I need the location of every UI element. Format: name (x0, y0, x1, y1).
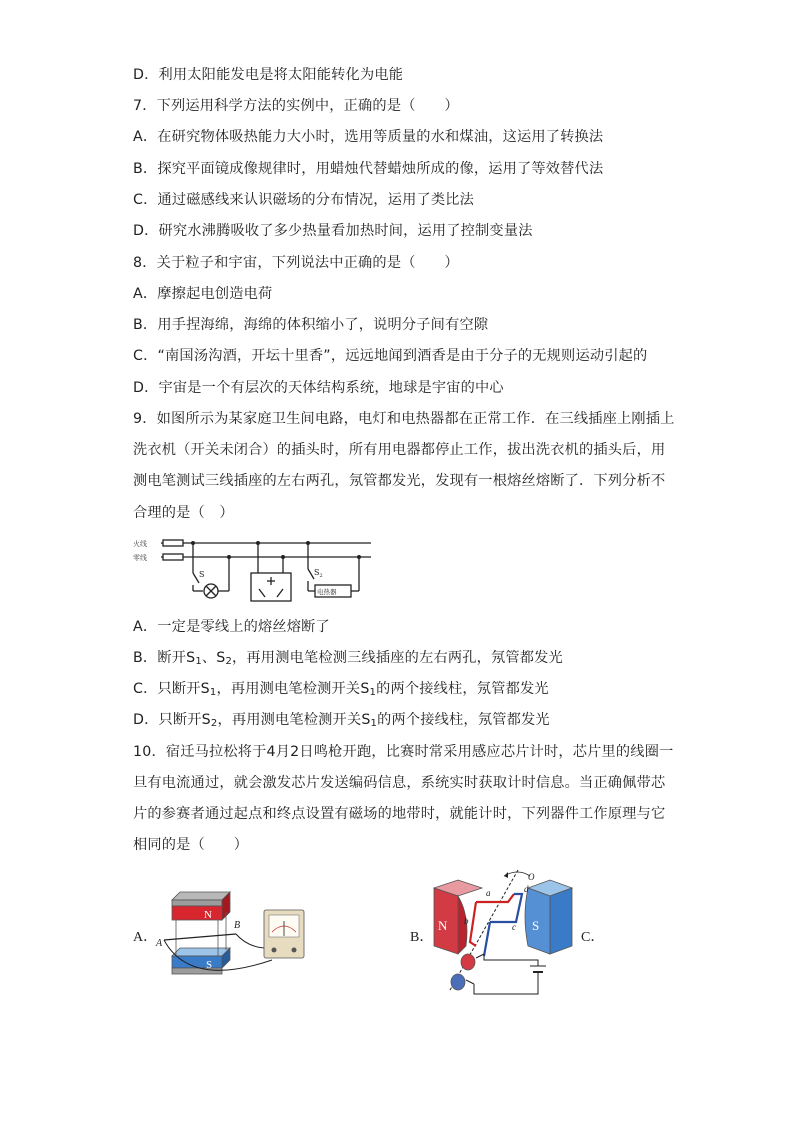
q10-stem-line1: 10．宿迁马拉松将于4月2日鸣枪开跑，比赛时常采用感应芯片计时，芯片里的线圈一 (133, 744, 674, 760)
fig-a-north-label: N (204, 909, 212, 921)
q10-stem-line3: 片的参赛者通过起点和终点设置有磁场的地带时，就能计时，下列器件工作原理与它 (133, 806, 666, 822)
q9-option-b: B．断开$S_1$、$S_2$，再用测电笔检测三线插座的左右两孔，氖管都发光 (133, 650, 563, 667)
q9-circuit-diagram (133, 533, 373, 608)
q7-option-c: C．通过磁感线来认识磁场的分布情况，运用了类比法 (133, 192, 475, 208)
q9-stem-line2: 洗衣机（开关未闭合）的插头时，所有用电器都停止工作，拔出洗衣机的插头后，用 (133, 442, 666, 458)
q10-stem-line4: 相同的是（ ） (133, 837, 249, 853)
q8-option-c: C．“南国汤沟酒，开坛十里香”，远远地闻到酒香是由于分子的无规则运动引起的 (133, 348, 648, 364)
fig-b-point-d: d (524, 884, 529, 894)
q7-option-d: D．研究水沸腾吸收了多少热量看加热时间，运用了控制变量法 (133, 223, 533, 239)
switch-s2-label: $S_2$ (314, 568, 323, 579)
q7-option-a: A．在研究物体吸热能力大小时，选用等质量的水和煤油，这运用了转换法 (133, 129, 604, 145)
q10-stem-line2: 旦有电流通过，就会激发芯片发送编码信息，系统实时获取计时信息。当正确佩带芯 (133, 775, 666, 791)
q10-option-b-label: B． (410, 930, 434, 945)
q9-option-c: C．只断开$S_1$，再用测电笔检测开关$S_1$的两个接线柱，氖管都发光 (133, 681, 549, 698)
fig-b-north-label: N (438, 918, 448, 933)
q9-option-d: D．只断开$S_2$，再用测电笔检测开关$S_1$的两个接线柱，氖管都发光 (133, 712, 550, 729)
fig-a-point-b: B (234, 920, 241, 931)
neutral-wire-label: 零线 (133, 554, 147, 562)
q9-stem-line3: 测电笔测试三线插座的左右两孔，氖管都发光，发现有一根熔丝熔断了．下列分析不 (133, 473, 666, 489)
fig-b-point-a: a (486, 888, 491, 898)
fig-b-point-b: b (464, 916, 469, 926)
q8-option-d: D．宇宙是一个有层次的天体结构系统，地球是宇宙的中心 (133, 380, 504, 396)
q6-option-d: D．利用太阳能发电是将太阳能转化为电能 (133, 67, 404, 83)
q10-option-a-label: A． (133, 930, 158, 945)
fig-a-south-label: S (206, 959, 213, 971)
fig-a-point-a: A (156, 938, 163, 949)
q10-option-c-label: C． (581, 930, 605, 945)
heater-label: 电热器 (317, 588, 337, 596)
fig-b-south-label: S (532, 918, 540, 933)
q8-option-a: A．摩擦起电创造电荷 (133, 286, 273, 302)
switch-s1-label: S (199, 570, 205, 579)
live-wire-label: 火线 (133, 540, 147, 548)
q7-stem: 7．下列运用科学方法的实例中，正确的是（ ） (133, 98, 459, 114)
q8-stem: 8．关于粒子和宇宙，下列说法中正确的是（ ） (133, 255, 459, 271)
q9-stem-line4: 合理的是（ ） (133, 505, 234, 521)
q10-figure-b (430, 866, 580, 1000)
q8-option-b: B．用手捏海绵，海绵的体积缩小了，说明分子间有空隙 (133, 317, 489, 333)
q7-option-b: B．探究平面镜成像规律时，用蜡烛代替蜡烛所成的像，运用了等效替代法 (133, 161, 604, 177)
q10-figure-a (150, 888, 310, 988)
fig-b-point-c: c (512, 922, 516, 932)
fig-b-axis-o-label: O (528, 872, 535, 882)
q9-option-a: A．一定是零线上的熔丝熔断了 (133, 619, 330, 635)
q9-stem-line1: 9．如图所示为某家庭卫生间电路，电灯和电热器都在正常工作．在三线插座上刚插上 (133, 411, 675, 427)
